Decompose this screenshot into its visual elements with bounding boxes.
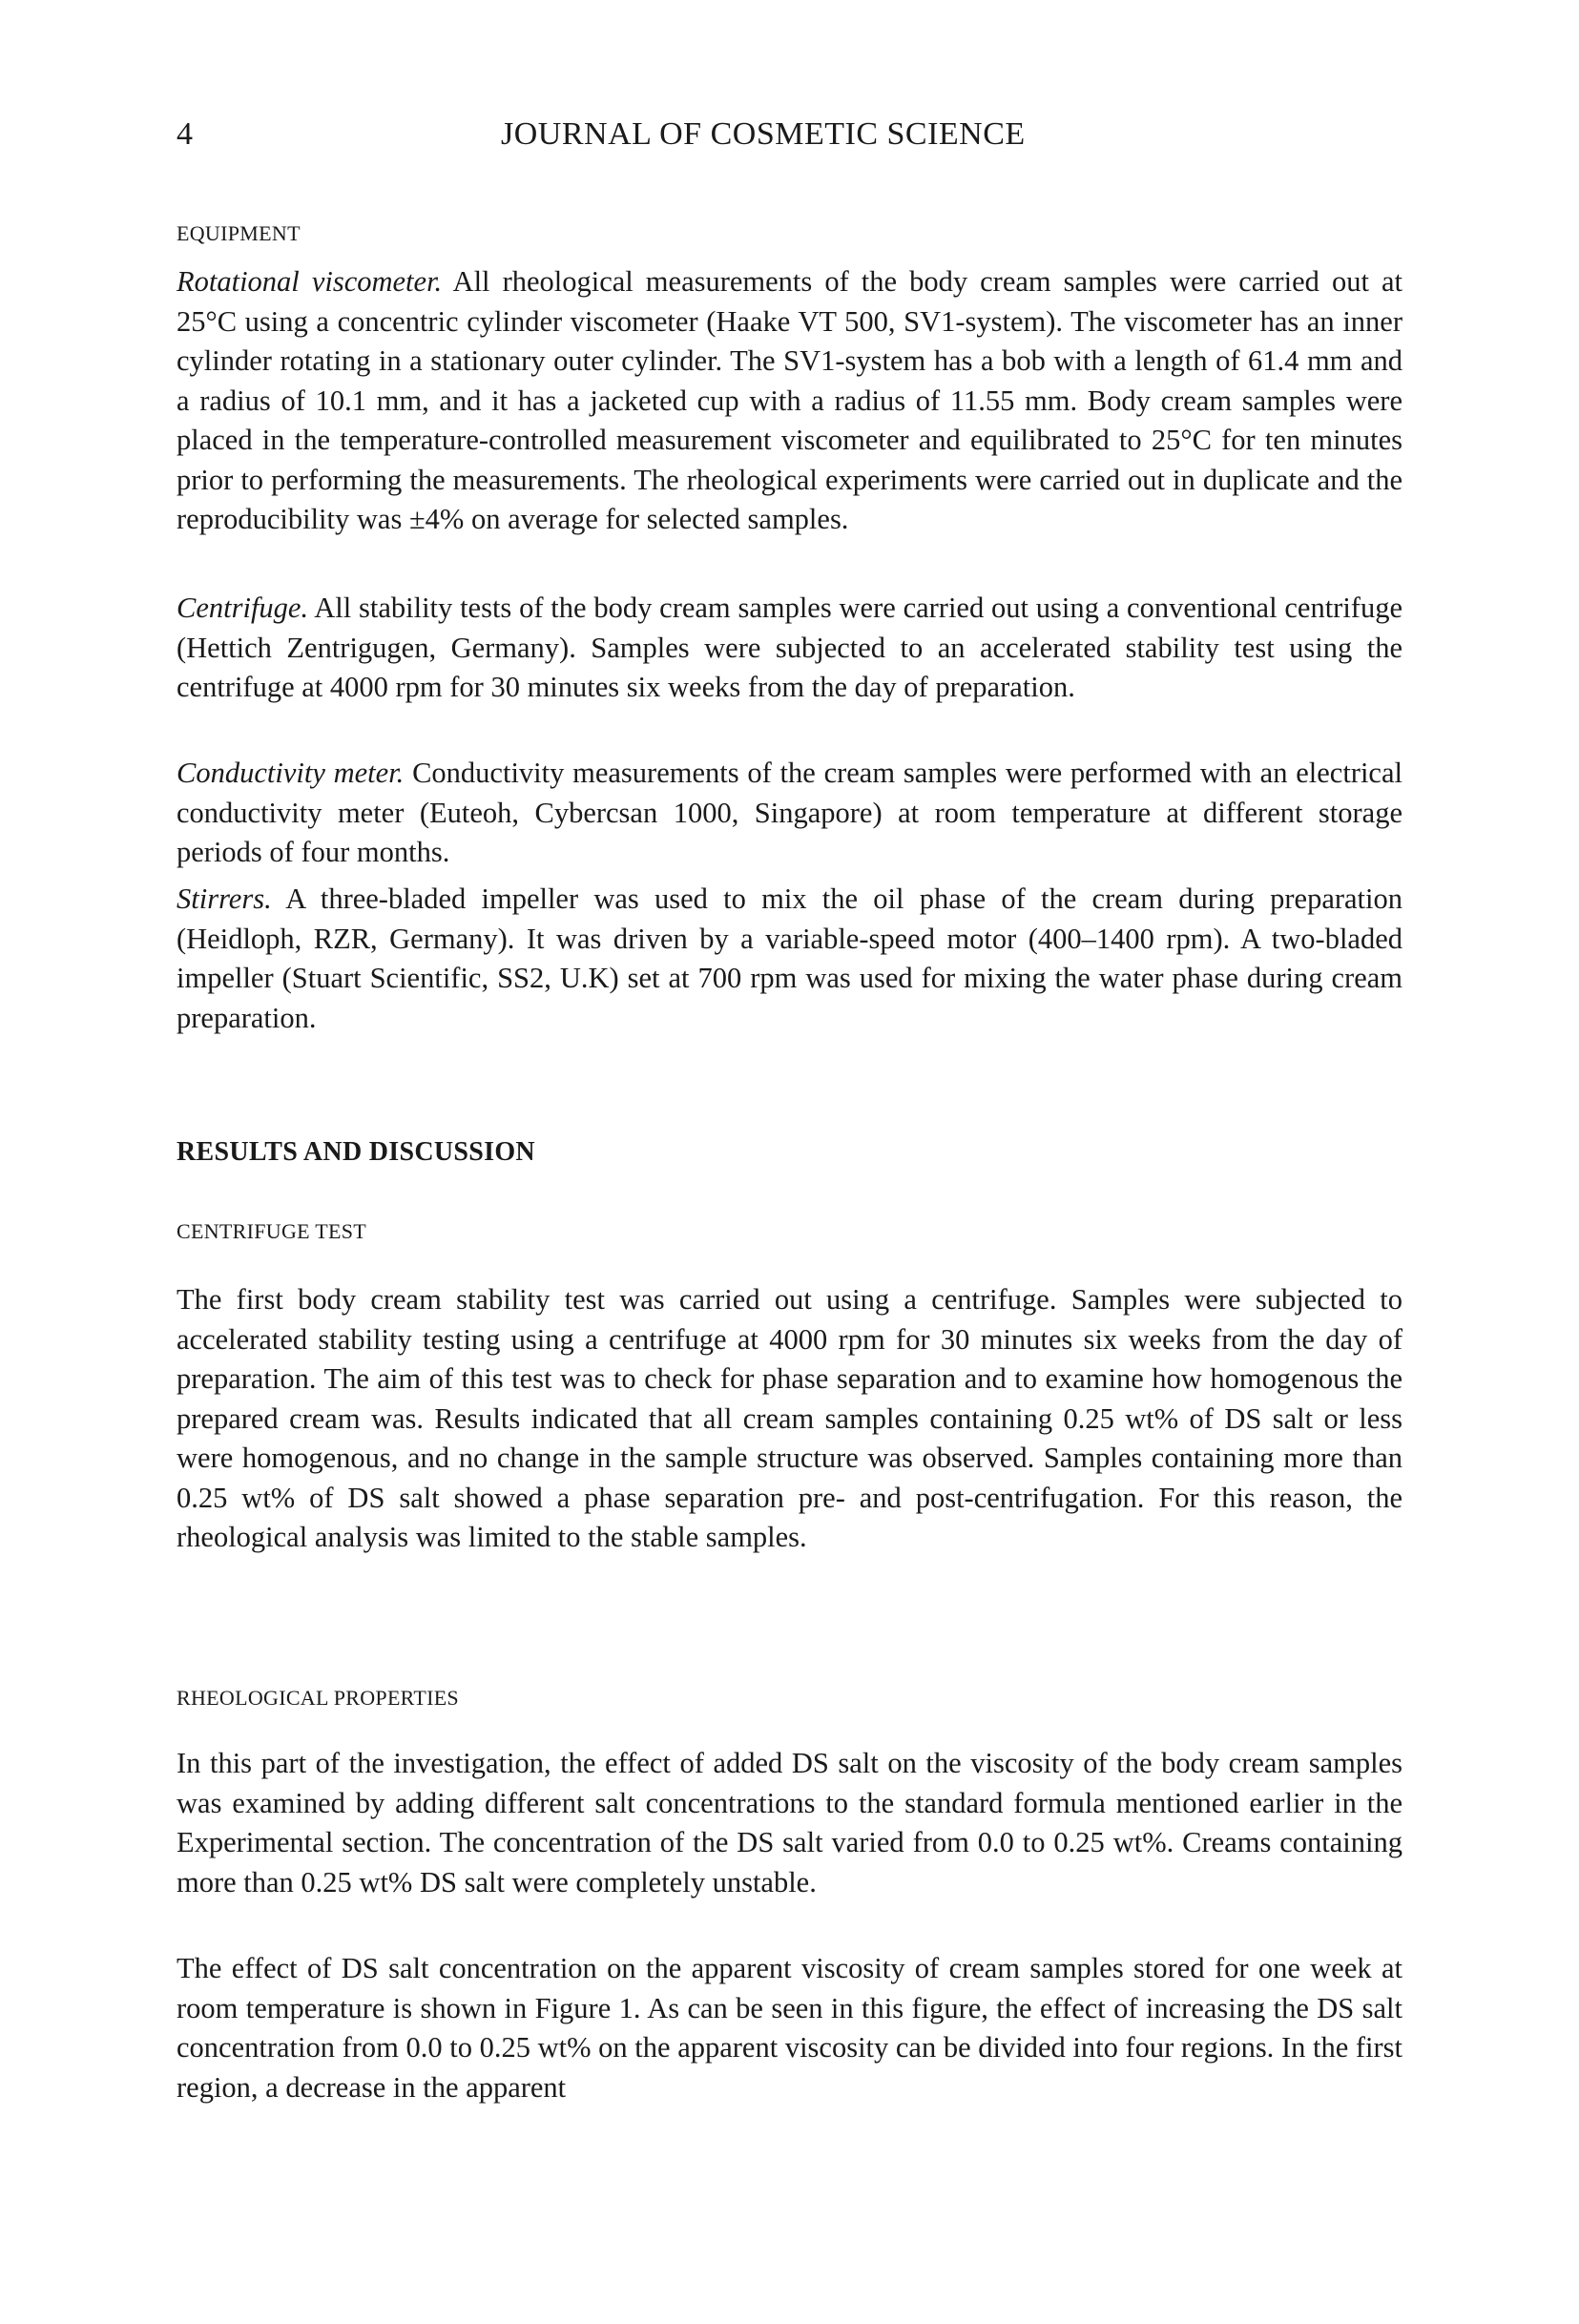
running-head: [177, 113, 1402, 156]
rotational-viscometer-lead: Rotational viscometer.: [177, 265, 443, 298]
centrifuge-paragraph: [177, 589, 1402, 708]
stirrers-lead: Stirrers.: [177, 882, 272, 915]
centrifuge-test-heading: CENTRIFUGE TEST: [177, 1219, 367, 1243]
conductivity-meter-paragraph: [177, 754, 1402, 873]
page-number: 4: [177, 116, 193, 152]
journal-title: JOURNAL OF COSMETIC SCIENCE: [501, 116, 1026, 152]
equipment-heading: EQUIPMENT: [177, 221, 301, 245]
conductivity-meter-lead: Conductivity meter.: [177, 757, 405, 789]
centrifuge-test-paragraph: The first body cream stability test was carried out using a centrifuge. Samples were subjected to accelerated stability testing using a centrifuge at 4000 rpm for 30 minutes six weeks from the day of preparation. The aim of this test was to check for phase separation and to examine how homogenous the prepared cream was. Results indicated that all cream samples containing 0.25 wt% of DS salt or less were homogenous, and no change in the sample structure was observed. Samples containing more than 0.25 wt% of DS salt showed a phase separation pre- and post-centrifugation. For this reason, the rheological analysis was limited to the stable samples.: [177, 1283, 1402, 1553]
rheological-paragraph-1: In this part of the investigation, the effect of added DS salt on the viscosity of the body cream samples was examined by adding different salt concentrations to the standard formula mentioned earlier in the Experimental section. The concentration of the DS salt varied from 0.0 to 0.25 wt%. Creams containing more than 0.25 wt% DS salt were completely unstable.: [177, 1747, 1402, 1899]
rheological-properties-heading: RHEOLOGICAL PROPERTIES: [177, 1686, 459, 1710]
stirrers-text: A three-bladed impeller was used to mix the oil phase of the cream during preparation (Heidloph, RZR, Germany). It was driven by a variable-speed motor (400–1400 rpm). A two-bladed impeller (Stuart Scientific, SS2, U.K) set at 700 rpm was used for mixing the water phase during cream preparation.: [177, 882, 1402, 1034]
results-heading: RESULTS AND DISCUSSION: [177, 1137, 535, 1167]
rheological-paragraph-2: The effect of DS salt concentration on the apparent viscosity of cream samples stored for one week at room temperature is shown in Figure 1. As can be seen in this figure, the effect of increasing the DS salt concentration from 0.0 to 0.25 wt% on the apparent viscosity can be divided into four regions. In the first region, a decrease in the apparent: [177, 1952, 1402, 2104]
centrifuge-text: All stability tests of the body cream samples were carried out using a conventional centrifuge (Hettich Zentrigugen, Germany). Samples were subjected to an accelerated stability test using the centrifuge at 4000 rpm for 30 minutes six weeks from the day of preparation.: [177, 591, 1402, 703]
rotational-viscometer-text: All rheological measurements of the body cream samples were carried out at 25°C using a concentric cylinder viscometer (Haake VT 500, SV1-system). The viscometer has an inner cylinder rotating in a stationary outer cylinder. The SV1-system has a bob with a length of 61.4 mm and a radius of 10.1 mm, and it has a jacketed cup with a radius of 11.55 mm. Body cream samples were placed in the temperature-controlled measurement viscometer and equilibrated to 25°C for ten minutes prior to performing the measurements. The rheological experiments were carried out in duplicate and the reproducibility was ±4% on average for selected samples.: [177, 265, 1402, 535]
rotational-viscometer-paragraph: [177, 262, 1402, 540]
centrifuge-lead: Centrifuge.: [177, 591, 309, 624]
stirrers-paragraph: [177, 880, 1402, 1038]
conductivity-meter-text: Conductivity measurements of the cream samples were performed with an electrical conductivity meter (Euteoh, Cybercsan 1000, Singapore) at room temperature at different storage periods of four months.: [177, 757, 1402, 868]
